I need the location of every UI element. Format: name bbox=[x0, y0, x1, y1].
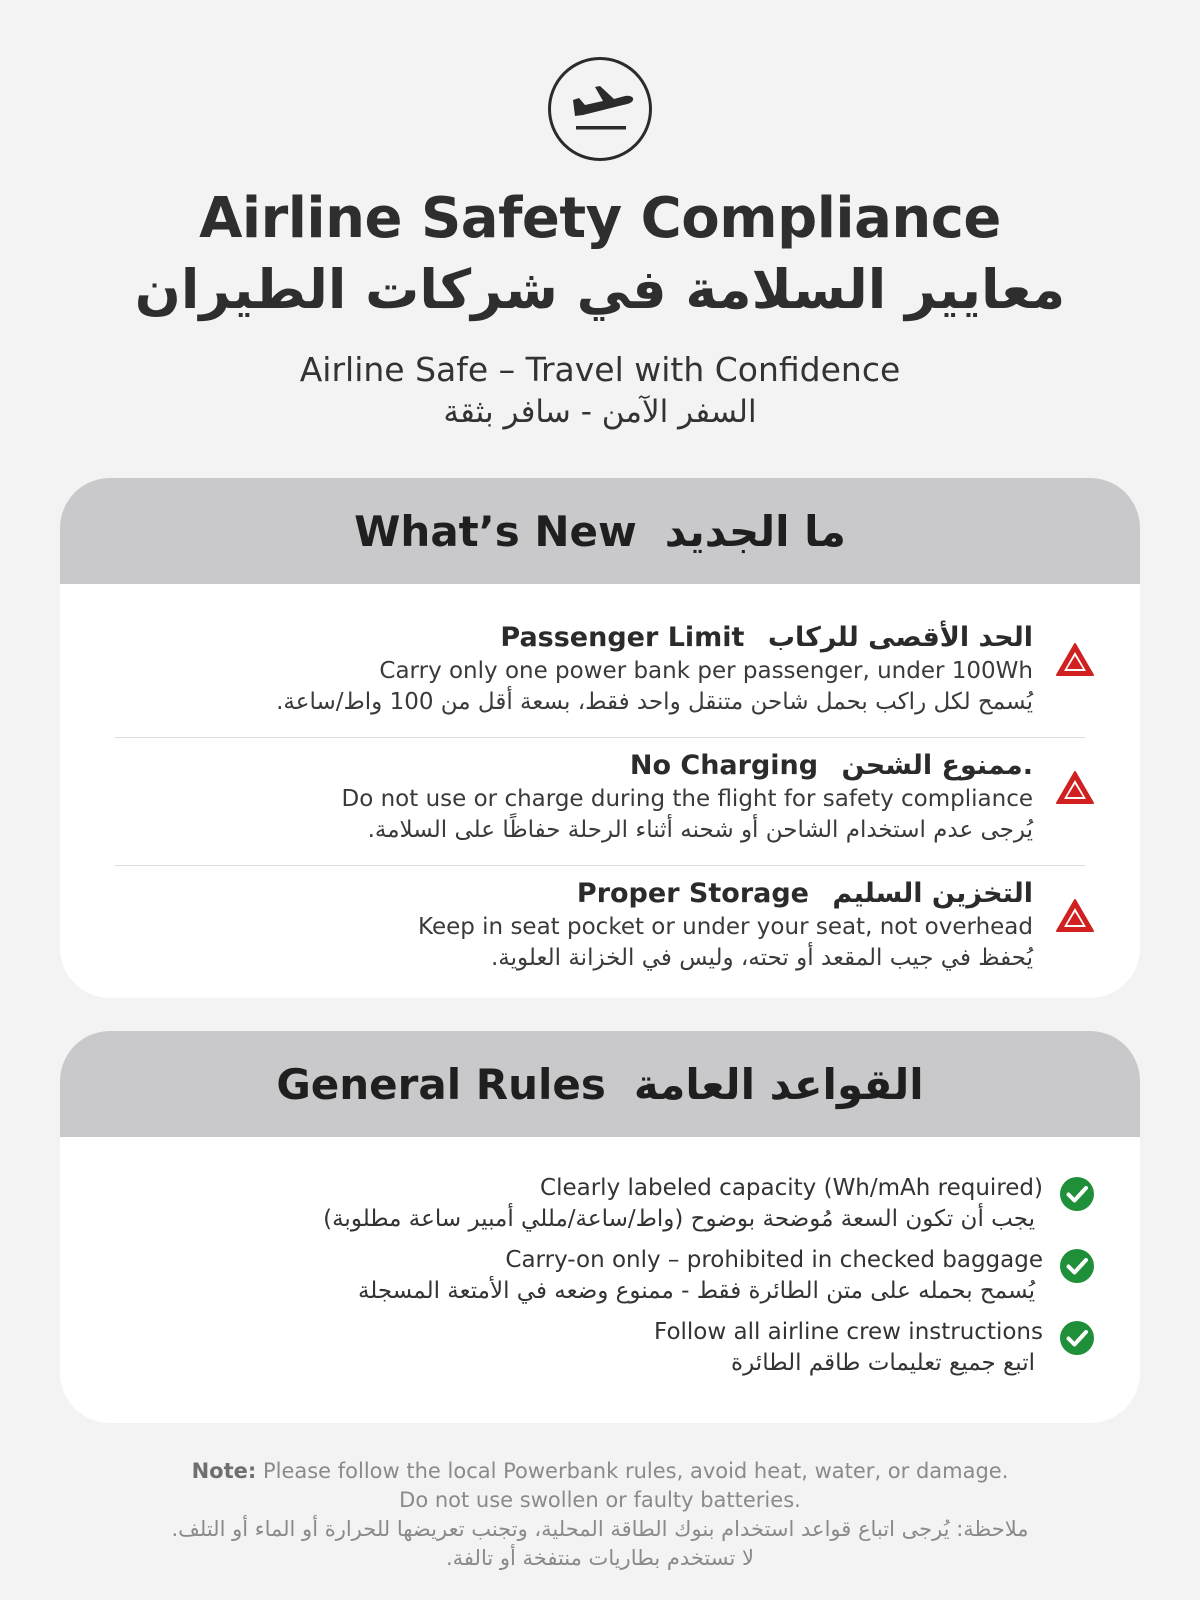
list-item bbox=[115, 1317, 1095, 1379]
item-text-en: Keep in seat pocket or under your seat, not overhead bbox=[418, 914, 1033, 940]
divider bbox=[115, 737, 1085, 738]
item-title-en: Proper Storage bbox=[576, 878, 809, 909]
whats-new-card bbox=[60, 478, 1140, 998]
general-rules-header bbox=[60, 1031, 1140, 1137]
whats-new-header bbox=[60, 478, 1140, 584]
list-item bbox=[115, 1173, 1095, 1235]
page-title-en: Airline Safety Compliance bbox=[199, 186, 1001, 251]
item-title-en: No Charging bbox=[629, 750, 819, 781]
item-text-en: Carry only one power bank per passenger, under 100Wh bbox=[379, 658, 1033, 684]
general-rules-title-en: General Rules bbox=[276, 1059, 606, 1109]
item-title-ar: التخزين السليم bbox=[832, 878, 1033, 909]
list-item bbox=[115, 748, 1095, 846]
list-item bbox=[115, 620, 1095, 718]
rule-text-ar: يجب أن تكون السعة مُوضحة بوضوح (واط/ساعة/مللي أمبير ساعة مطلوبة) bbox=[323, 1206, 1035, 1232]
check-circle-icon bbox=[1059, 1320, 1095, 1356]
rule-text-en: Follow all airline crew instructions bbox=[654, 1319, 1043, 1345]
rule-text-ar: اتبع جميع تعليمات طاقم الطائرة bbox=[731, 1350, 1035, 1376]
list-item bbox=[115, 1245, 1095, 1307]
item-text-ar: يُسمح لكل راكب بحمل شاحن متنقل واحد فقط، بسعة أقل من 100 واط/ساعة. bbox=[276, 689, 1033, 715]
note-line1-ar: ملاحظة: يُرجى اتباع قواعد استخدام بنوك الطاقة المحلية، وتجنب تعريضها للحرارة أو الماء أو التلف. bbox=[171, 1517, 1029, 1541]
page-title-ar: معايير السلامة في شركات الطيران bbox=[134, 258, 1066, 321]
whats-new-title-en: What’s New bbox=[354, 506, 637, 556]
whats-new-title-ar: ما الجديد bbox=[664, 506, 846, 556]
general-rules-card bbox=[60, 1031, 1140, 1423]
rule-text-ar: يُسمح بحمله على متن الطائرة فقط - ممنوع وضعه في الأمتعة المسجلة bbox=[357, 1278, 1035, 1304]
item-title-ar: الحد الأقصى للركاب bbox=[767, 622, 1033, 653]
check-circle-icon bbox=[1059, 1248, 1095, 1284]
footer-note bbox=[0, 1457, 1200, 1573]
note-line1-en: Please follow the local Powerbank rules, avoid heat, water, or damage. bbox=[256, 1459, 1009, 1483]
divider bbox=[115, 865, 1085, 866]
item-text-ar: يُرجى عدم استخدام الشاحن أو شحنه أثناء الرحلة حفاظًا على السلامة. bbox=[367, 817, 1033, 843]
general-rules-title-ar: القواعد العامة bbox=[633, 1059, 924, 1109]
subtitle-ar: السفر الآمن - سافر بثقة bbox=[443, 394, 757, 430]
list-item bbox=[115, 876, 1095, 974]
item-title-en: Passenger Limit bbox=[500, 622, 745, 653]
note-line2-ar: لا تستخدم بطاريات منتفخة أو تالفة. bbox=[445, 1546, 754, 1570]
rule-text-en: Carry-on only – prohibited in checked baggage bbox=[505, 1247, 1043, 1273]
airplane-departure-icon bbox=[548, 57, 652, 161]
subtitle-en: Airline Safe – Travel with Confidence bbox=[299, 350, 901, 389]
item-text-en: Do not use or charge during the flight for safety compliance bbox=[341, 786, 1033, 812]
note-label: Note: bbox=[191, 1459, 257, 1483]
warning-triangle-icon bbox=[1055, 642, 1095, 678]
item-text-ar: يُحفظ في جيب المقعد أو تحته، وليس في الخزانة العلوية. bbox=[491, 945, 1033, 971]
warning-triangle-icon bbox=[1055, 770, 1095, 806]
warning-triangle-icon bbox=[1055, 898, 1095, 934]
rule-text-en: Clearly labeled capacity (Wh/mAh required) bbox=[540, 1175, 1043, 1201]
check-circle-icon bbox=[1059, 1176, 1095, 1212]
item-title-ar: .ممنوع الشحن bbox=[841, 750, 1033, 781]
note-line2-en: Do not use swollen or faulty batteries. bbox=[399, 1488, 801, 1512]
